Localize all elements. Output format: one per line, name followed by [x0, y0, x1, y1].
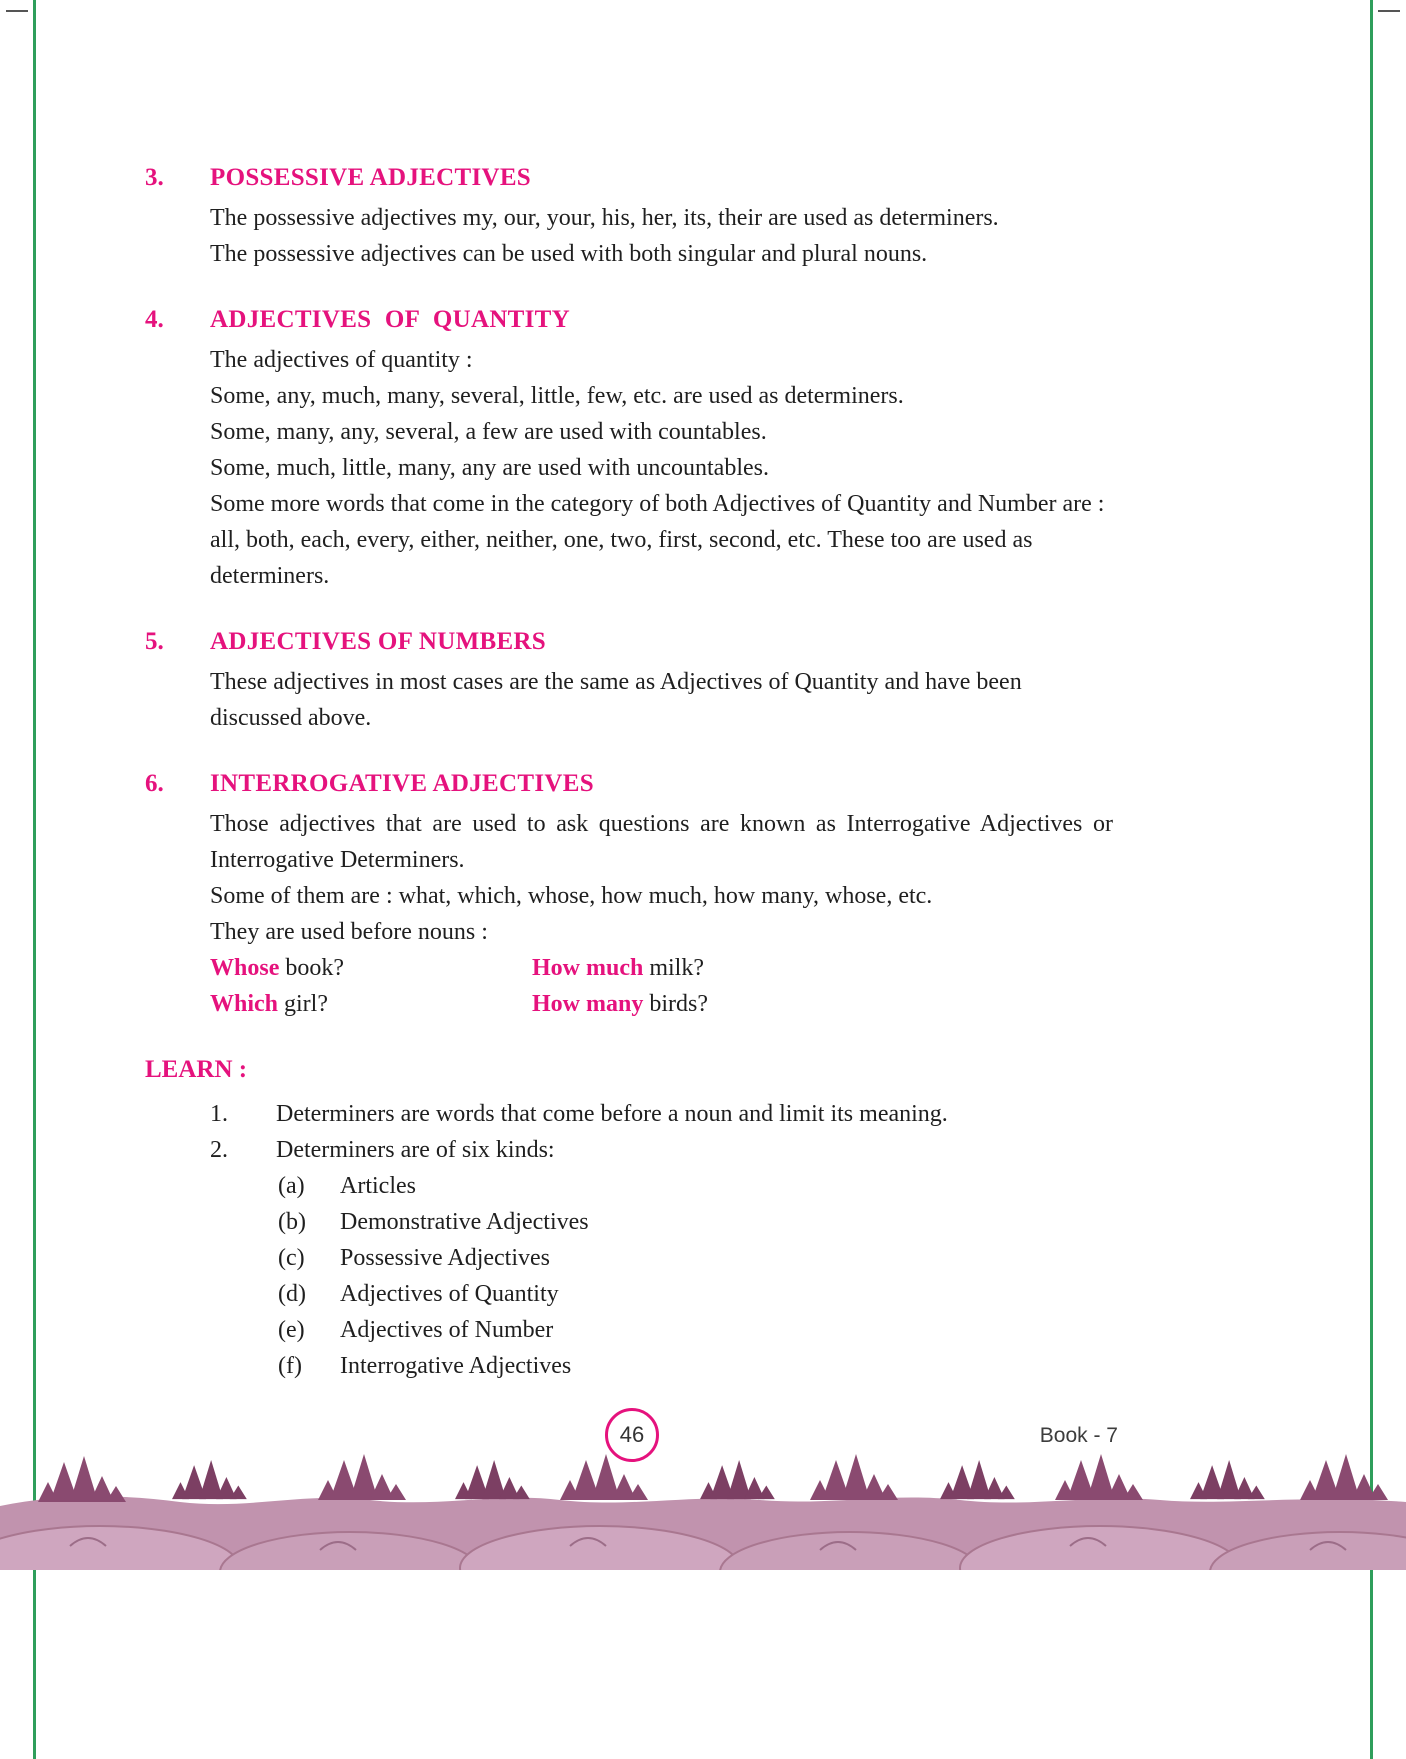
- item-letter: (e): [278, 1317, 305, 1343]
- paragraph: Some of them are : what, which, whose, how much, how many, whose, etc.: [210, 883, 933, 909]
- paragraph: Some, any, much, many, several, little, few, etc. are used as determiners.: [210, 383, 904, 409]
- section-adjectives-of-numbers: [145, 624, 1113, 736]
- item-label: Possessive Adjectives: [340, 1245, 550, 1271]
- example-text: book?: [279, 955, 344, 981]
- paragraph: all, both, each, every, either, neither, one, two, first, second, etc. These too are used as determiners.: [210, 527, 1033, 589]
- list-item: [278, 1348, 1113, 1384]
- example-text: birds?: [643, 991, 708, 1017]
- example-row: [210, 950, 1113, 986]
- crop-mark: [6, 10, 28, 12]
- example-how-much-milk: [532, 950, 854, 986]
- example-row: [210, 986, 1113, 1022]
- example-text: milk?: [643, 955, 704, 981]
- page-content: [145, 160, 1113, 1384]
- list-item: [278, 1240, 1113, 1276]
- section-title: POSSESSIVE ADJECTIVES: [210, 164, 532, 191]
- item-label: Articles: [340, 1173, 416, 1199]
- item-label: Demonstrative Adjectives: [340, 1209, 589, 1235]
- item-label: Interrogative Adjectives: [340, 1353, 572, 1379]
- example-keyword: Whose: [210, 955, 280, 981]
- paragraph: They are used before nouns :: [210, 919, 488, 945]
- page-number: 46: [619, 1422, 645, 1447]
- section-title: ADJECTIVES OF NUMBERS: [210, 628, 546, 655]
- book-label: Book - 7: [1039, 1424, 1118, 1447]
- list-item: [278, 1276, 1113, 1312]
- learn-block: [145, 1052, 1113, 1384]
- item-letter: (d): [278, 1281, 306, 1307]
- example-keyword: How many: [532, 991, 644, 1017]
- item-label: Adjectives of Number: [340, 1317, 554, 1343]
- example-keyword: Which: [210, 991, 279, 1017]
- section-adjectives-of-quantity: [145, 302, 1113, 594]
- paragraph: Some, much, little, many, any are used with uncountables.: [210, 455, 769, 481]
- example-which-girl: [210, 986, 532, 1022]
- page-number-badge: [605, 1408, 659, 1462]
- learn-item: [210, 1096, 1113, 1132]
- item-label: Adjectives of Quantity: [340, 1281, 559, 1307]
- section-number: 6.: [145, 770, 164, 797]
- paragraph: The adjectives of quantity :: [210, 347, 473, 373]
- section-possessive-adjectives: [145, 160, 1113, 272]
- list-item: [278, 1204, 1113, 1240]
- section-number: 4.: [145, 306, 164, 333]
- item-text: Determiners are words that come before a noun and limit its meaning.: [276, 1101, 948, 1127]
- paragraph: Some, many, any, several, a few are used with countables.: [210, 419, 767, 445]
- paragraph: These adjectives in most cases are the same as Adjectives of Quantity and have been discussed above.: [210, 669, 1022, 731]
- example-whose-book: [210, 950, 532, 986]
- section-title: ADJECTIVES OF QUANTITY: [210, 306, 571, 333]
- item-letter: (a): [278, 1173, 305, 1199]
- item-letter: (c): [278, 1245, 305, 1271]
- item-number: 2.: [210, 1137, 228, 1163]
- paragraph: Those adjectives that are used to ask questions are known as Interrogative Adjectives or Interrogative Determiners.: [210, 811, 1113, 873]
- crop-mark: [1378, 10, 1400, 12]
- learn-item: [210, 1132, 1113, 1168]
- section-title: INTERROGATIVE ADJECTIVES: [210, 770, 594, 797]
- item-number: 1.: [210, 1101, 228, 1127]
- list-item: [278, 1312, 1113, 1348]
- item-text: Determiners are of six kinds:: [276, 1137, 555, 1163]
- item-letter: (b): [278, 1209, 306, 1235]
- example-text: girl?: [278, 991, 328, 1017]
- paragraph: The possessive adjectives my, our, your, his, her, its, their are used as determiners.: [210, 205, 999, 231]
- section-number: 3.: [145, 164, 164, 191]
- section-number: 5.: [145, 628, 164, 655]
- example-keyword: How much: [532, 955, 644, 981]
- footer-trees-illustration: [0, 1448, 1406, 1570]
- example-how-many-birds: [532, 986, 854, 1022]
- list-item: [278, 1168, 1113, 1204]
- paragraph: Some more words that come in the category of both Adjectives of Quantity and Number are :: [210, 491, 1105, 517]
- item-letter: (f): [278, 1353, 302, 1379]
- paragraph: The possessive adjectives can be used with both singular and plural nouns.: [210, 241, 928, 267]
- learn-title: LEARN :: [145, 1056, 248, 1083]
- section-interrogative-adjectives: [145, 766, 1113, 1022]
